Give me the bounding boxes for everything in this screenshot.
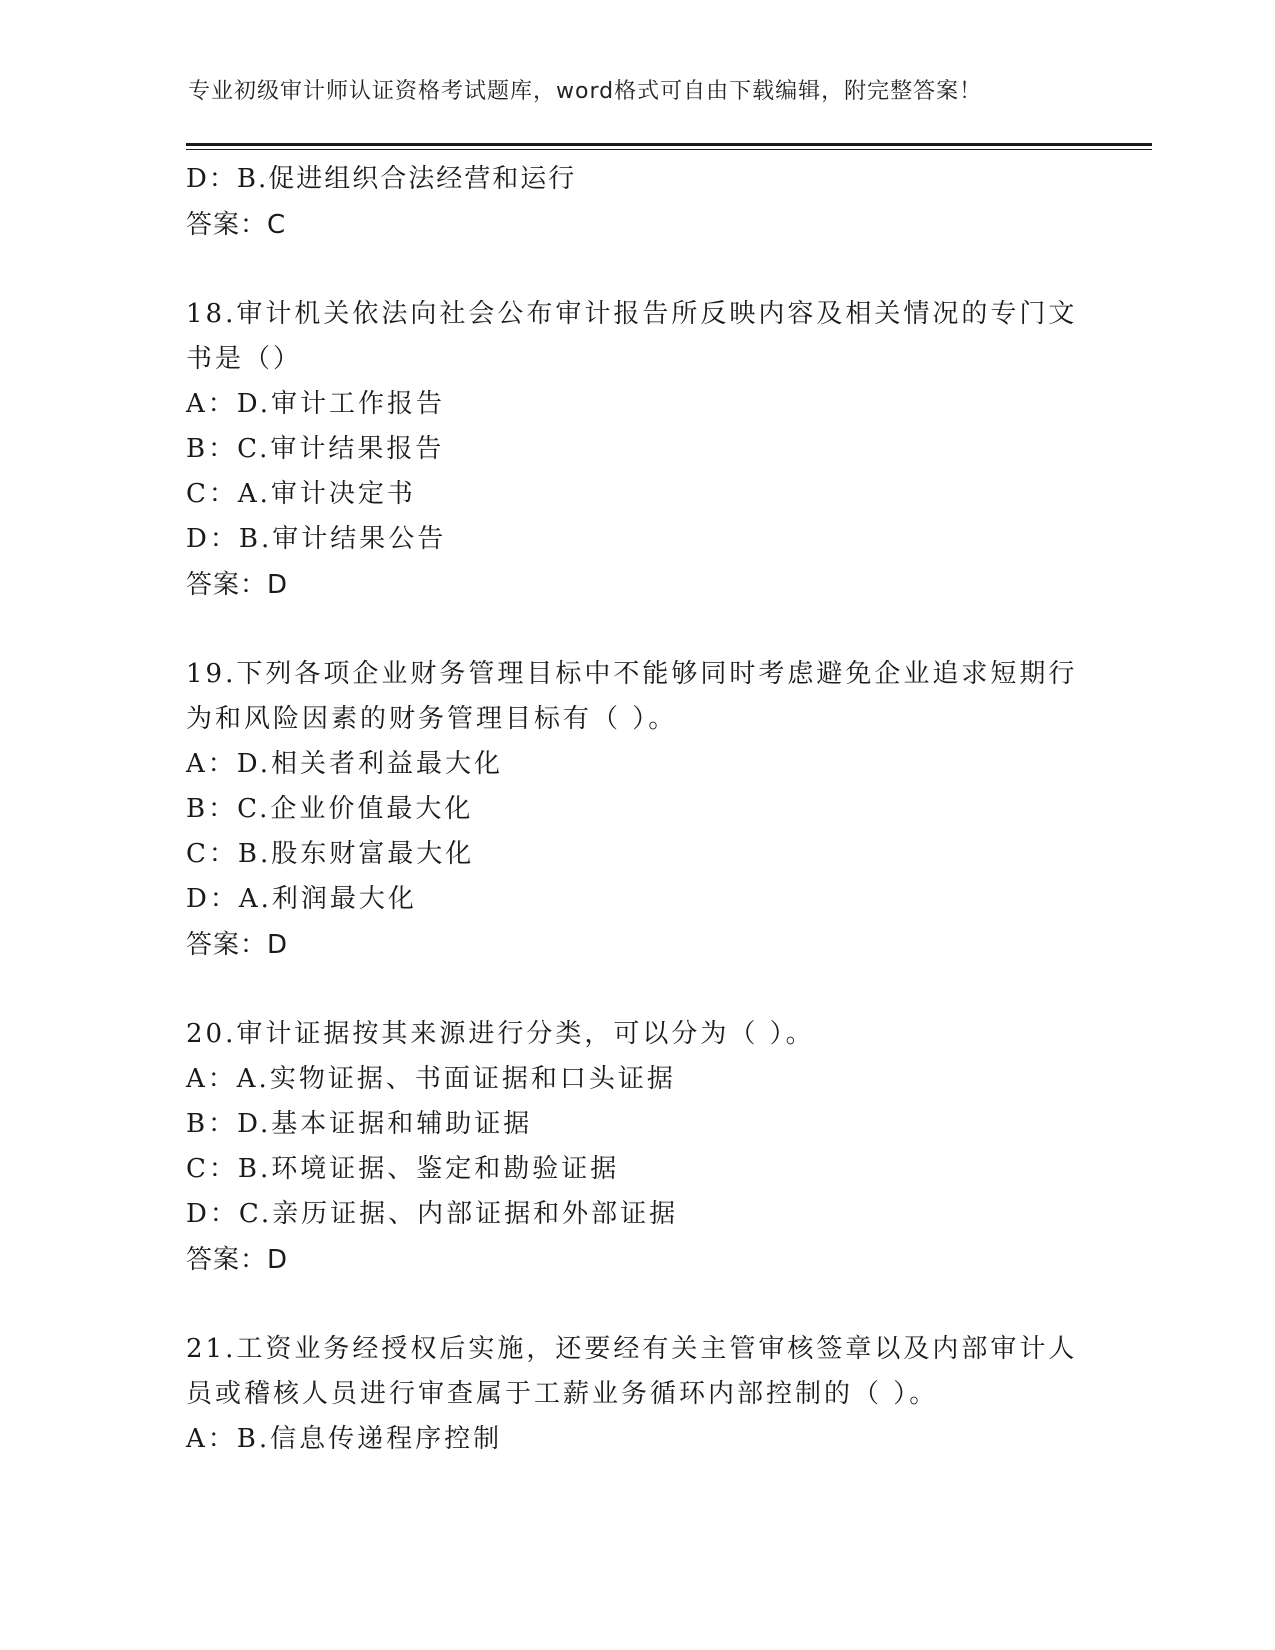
header-rule-thick xyxy=(186,143,1152,146)
option-a: A：A.实物证据、书面证据和口头证据 xyxy=(186,1064,676,1094)
question-text: 18.审计机关依法向社会公布审计报告所反映内容及相关情况的专门文 xyxy=(186,299,1078,329)
question-text: 20.审计证据按其来源进行分类，可以分为（ ）。 xyxy=(186,1019,815,1049)
prev-question-tail xyxy=(186,157,1086,248)
answer: 答案：C xyxy=(186,210,287,240)
option-a: A：D.审计工作报告 xyxy=(186,389,445,419)
question-21 xyxy=(186,1327,1086,1462)
question-20 xyxy=(186,1012,1086,1283)
option-b: B：D.基本证据和辅助证据 xyxy=(186,1109,533,1139)
question-text: 为和风险因素的财务管理目标有（ ）。 xyxy=(186,704,678,734)
option-d: D：A.利润最大化 xyxy=(186,884,417,914)
question-19 xyxy=(186,652,1086,968)
option-c: C：A.审计决定书 xyxy=(186,479,416,509)
question-text: 员或稽核人员进行审查属于工薪业务循环内部控制的（ ）。 xyxy=(186,1379,939,1409)
option-d: D：C.亲历证据、内部证据和外部证据 xyxy=(186,1199,679,1229)
option-b: B：C.企业价值最大化 xyxy=(186,794,474,824)
option-b: B：C.审计结果报告 xyxy=(186,434,445,464)
question-text: 19.下列各项企业财务管理目标中不能够同时考虑避免企业追求短期行 xyxy=(186,659,1078,689)
answer: 答案：D xyxy=(186,930,289,960)
option-a: A：D.相关者利益最大化 xyxy=(186,749,503,779)
header-rule-thin xyxy=(186,149,1152,150)
option-d: D：B.审计结果公告 xyxy=(186,524,447,554)
content xyxy=(186,157,1086,1462)
option-d: D：B.促进组织合法经营和运行 xyxy=(186,164,577,194)
option-a: A：B.信息传递程序控制 xyxy=(186,1424,503,1454)
question-18 xyxy=(186,292,1086,608)
answer: 答案：D xyxy=(186,1245,289,1275)
question-text: 书是（） xyxy=(186,344,303,374)
question-text: 21.工资业务经授权后实施，还要经有关主管审核签章以及内部审计人 xyxy=(186,1334,1078,1364)
page-header: 专业初级审计师认证资格考试题库，word格式可自由下载编辑，附完整答案！ xyxy=(188,79,983,104)
option-c: C：B.股东财富最大化 xyxy=(186,839,475,869)
answer: 答案：D xyxy=(186,570,289,600)
option-c: C：B.环境证据、鉴定和勘验证据 xyxy=(186,1154,620,1184)
